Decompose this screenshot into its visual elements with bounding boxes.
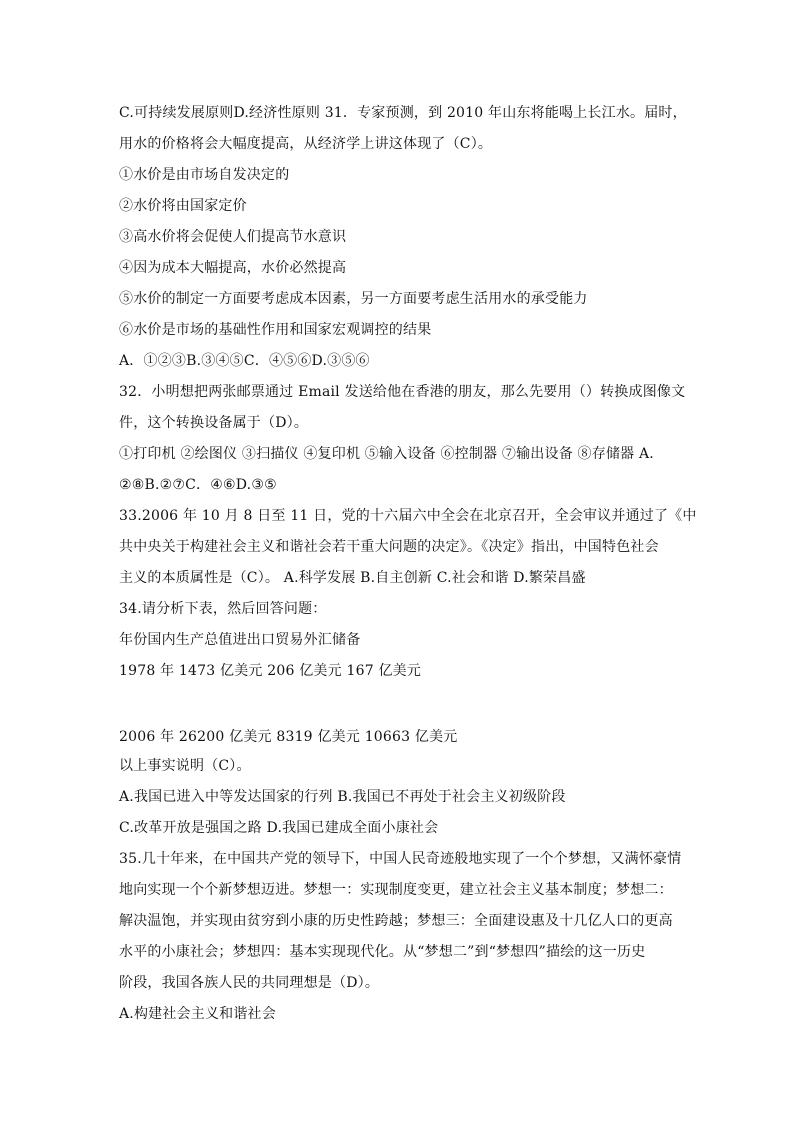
text-line: A．①②③B.③④⑤C．④⑤⑥D.③⑤⑥ [119, 353, 370, 369]
text-line: ①水价是由市场自发决定的 [119, 167, 290, 183]
text-line: A.我国已进入中等发达国家的行列 B.我国已不再处于社会主义初级阶段 [119, 789, 566, 805]
text-line: 2006 年 26200 亿美元 8319 亿美元 10663 亿美元 [119, 729, 458, 745]
text-line: ③高水价将会促使人们提高节水意识 [119, 229, 347, 245]
text-line: A.构建社会主义和谐社会 [119, 1006, 276, 1022]
text-line: 33.2006 年 10 月 8 日至 11 日，党的十六届六中全会在北京召开，全会审议并通过了《中 [119, 508, 697, 524]
text-line: 件，这个转换设备属于（D）。 [119, 415, 309, 431]
text-line: ⑥水价是市场的基础性作用和国家宏观调控的结果 [119, 322, 432, 338]
text-line: ⑤水价的制定一方面要考虑成本因素，另一方面要考虑生活用水的承受能力 [119, 291, 588, 307]
text-line: 水平的小康社会；梦想四：基本实现现代化。从“梦想二”到“梦想四”描绘的这一历史 [119, 944, 646, 960]
text-line: 用水的价格将会大幅度提高，从经济学上讲这体现了（C）。 [119, 136, 493, 152]
text-line: 32．小明想把两张邮票通过 Email 发送给他在香港的朋友，那么先要用（）转换成图像文 [119, 384, 686, 400]
text-line: 地向实现一个个新梦想迈进。梦想一：实现制度变更，建立社会主义基本制度；梦想二： [119, 882, 673, 898]
text-line: C.可持续发展原则D.经济性原则 31．专家预测，到 2010 年山东将能喝上长江水。届时， [119, 105, 687, 121]
text-line: 1978 年 1473 亿美元 206 亿美元 167 亿美元 [119, 663, 422, 679]
text-line: 共中央关于构建社会主义和谐社会若干重大问题的决定》。《决定》指出，中国特色社会 [119, 539, 659, 555]
text-line: 以上事实说明（C）。 [119, 758, 251, 774]
text-line: ②⑧B.②⑦C．④⑥D.③⑤ [119, 477, 277, 493]
text-line: ②水价将由国家定价 [119, 198, 247, 214]
text-line: 解决温饱，并实现由贫穷到小康的历史性跨越；梦想三：全面建设惠及十几亿人口的更高 [119, 913, 673, 929]
text-line: C.改革开放是强国之路 D.我国已建成全面小康社会 [119, 820, 439, 836]
text-line: 34.请分析下表，然后回答问题： [119, 601, 327, 617]
text-line: 年份国内生产总值进出口贸易外汇储备 [119, 632, 361, 648]
text-line: 主义的本质属性是（C）。 A.科学发展 B.自主创新 C.社会和谐 D.繁荣昌盛 [119, 570, 586, 586]
text-line: ④因为成本大幅提高，水价必然提高 [119, 260, 347, 276]
text-line: 阶段，我国各族人民的共同理想是（D）。 [119, 975, 380, 991]
text-line: 35.几十年来，在中国共产党的领导下，中国人民奇迹般地实现了一个个梦想，又满怀豪情 [119, 851, 682, 867]
text-line: ①打印机 ②绘图仪 ③扫描仪 ④复印机 ⑤输入设备 ⑥控制器 ⑦输出设备 ⑧存储器 A. [119, 446, 654, 462]
